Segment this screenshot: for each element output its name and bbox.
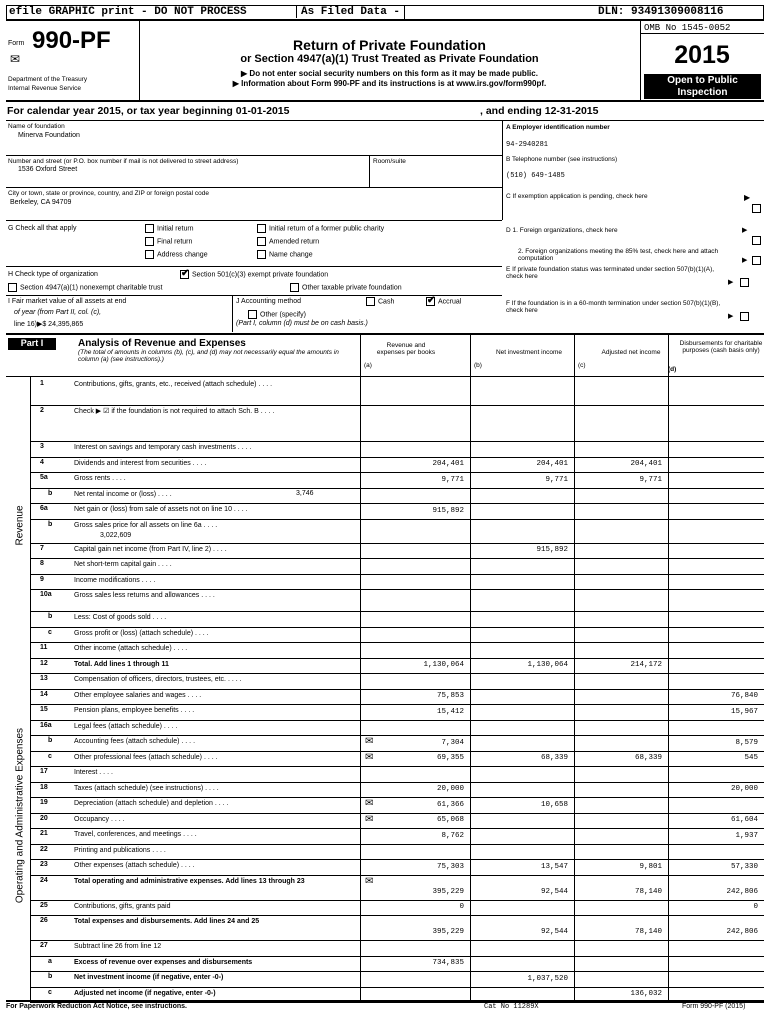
col-c-header: Adjusted net income	[601, 349, 661, 356]
info-note: ▶ Information about Form 990-PF and its instructions is at www.irs.gov/form990pf.	[232, 79, 547, 88]
calendar-begin: For calendar year 2015, or tax year beginning 01-01-2015	[7, 105, 290, 117]
form-number: 990-PF	[32, 27, 111, 54]
line-number: a	[48, 957, 52, 965]
line-number: 16a	[40, 721, 52, 729]
amount-cell-c: 9,801	[639, 862, 662, 871]
option-label: Accrual	[438, 298, 462, 306]
amount-cell-a: 8,762	[441, 831, 464, 840]
amount-cell-a: 69,355	[436, 754, 464, 762]
line-number: 23	[40, 861, 48, 868]
option-label: Section 4947(a)(1) nonexempt charitable trust	[20, 284, 163, 292]
amount-cell-c: 78,140	[634, 928, 662, 936]
table-row	[0, 558, 770, 574]
table-row	[0, 472, 770, 488]
table-row	[0, 813, 770, 829]
dln: DLN: 93491309008116	[598, 6, 724, 18]
checkbox[interactable]	[145, 250, 154, 259]
amount-cell-a: 395,229	[432, 887, 464, 896]
form-subtitle: or Section 4947(a)(1) Trust Treated as Private Foundation	[240, 53, 539, 65]
line-label: Legal fees (attach schedule) . . . .	[74, 722, 178, 730]
line-label: Gross rents . . . .	[74, 475, 126, 482]
line-number: 27	[40, 942, 48, 949]
amount-cell-b: 92,544	[540, 887, 568, 896]
amount-cell-c: 78,140	[634, 887, 662, 896]
amount-cell-d: 61,604	[730, 816, 758, 824]
table-row	[0, 915, 770, 940]
f-label: F If the foundation is in a 60-month termination under section 507(b)(1)(B), check here	[506, 300, 721, 314]
phone-label: B Telephone number (see instructions)	[506, 156, 618, 163]
checkbox[interactable]	[366, 297, 375, 306]
tax-year: 2015	[674, 41, 730, 69]
line-number: 20	[40, 814, 48, 822]
line-number: 9	[40, 575, 44, 583]
amount-cell-d: 242,806	[726, 928, 758, 936]
f-checkbox[interactable]	[740, 312, 749, 321]
amount-cell-d: 15,967	[730, 707, 758, 716]
amount-cell-d: 8,579	[735, 738, 758, 747]
inspection: Inspection	[677, 87, 728, 98]
line-label: Less: Cost of goods sold . . . .	[74, 614, 167, 621]
amount-cell-a: 734,835	[432, 959, 464, 967]
calendar-end: , and ending 12-31-2015	[480, 105, 599, 117]
option-label: Name change	[269, 251, 313, 259]
line-label: Travel, conferences, and meetings . . . .	[74, 831, 197, 838]
line-number: 25	[40, 901, 48, 909]
line-label: Interest . . . .	[74, 769, 113, 776]
table-row	[0, 457, 770, 473]
j-note: (Part I, column (d) must be on cash basis.)	[236, 320, 368, 327]
line-number: c	[48, 988, 52, 996]
col-b-header: Net investment income	[495, 349, 563, 356]
line-number: b	[48, 489, 53, 497]
amount-cell-c: 136,032	[630, 990, 662, 998]
amount-cell-d: 242,806	[726, 887, 758, 896]
amount-cell-a: 75,853	[436, 692, 464, 700]
table-row	[0, 828, 770, 844]
room-label: Room/suite	[373, 158, 406, 165]
option-label: Final return	[157, 238, 193, 246]
city-value: Berkeley, CA 94709	[10, 199, 72, 206]
line-number: 2	[40, 407, 44, 414]
line-number: 6a	[40, 505, 48, 512]
table-row	[0, 503, 770, 519]
line-label: Contributions, gifts, grants paid	[74, 902, 171, 910]
line-label: Excess of revenue over expenses and disbursements	[74, 958, 253, 966]
h-501c3[interactable]	[180, 270, 328, 279]
open-to-public: Open to Public	[667, 75, 738, 86]
table-row	[0, 441, 770, 457]
line-label: Accounting fees (attach schedule) . . . .	[74, 738, 196, 745]
col-a-header: Revenue and expenses per books	[376, 342, 436, 356]
d2-label: 2. Foreign organizations meeting the 85% test, check here and attach computation	[518, 248, 719, 262]
table-row	[0, 940, 770, 956]
line-number: b	[48, 520, 53, 528]
amount-cell-b: 13,547	[540, 862, 568, 871]
line-label: Other income (attach schedule) . . . .	[74, 645, 188, 652]
table-row	[0, 766, 770, 782]
col-b-letter: (b)	[474, 362, 482, 369]
line-number: b	[48, 613, 53, 620]
amount-cell-d: 1,937	[735, 831, 758, 840]
amount-cell-b: 915,892	[536, 546, 568, 554]
revenue-side-label: Revenue	[14, 505, 26, 546]
j-accrual[interactable]	[426, 297, 461, 306]
line-label: Occupancy . . . .	[74, 815, 125, 823]
col-c-letter: (c)	[578, 362, 586, 369]
expenses-side-label: Operating and Administrative Expenses	[14, 727, 26, 904]
attachment-icon[interactable]: ✉	[365, 875, 374, 887]
table-row	[0, 689, 770, 705]
line-label: Income modifications . . . .	[74, 576, 156, 584]
g-address-change[interactable]	[145, 250, 208, 259]
exemption-pending-checkbox[interactable]	[752, 204, 761, 213]
g-initial-former[interactable]	[257, 224, 384, 233]
form-title: Return of Private Foundation	[293, 37, 486, 53]
line-label: Net investment income (if negative, enter -0-)	[74, 974, 224, 981]
table-row	[0, 519, 770, 543]
line-label: Adjusted net income (if negative, enter -0-)	[74, 989, 216, 997]
line-number: 19	[40, 799, 48, 806]
j-other[interactable]	[248, 310, 306, 319]
amount-cell-a: 65,068	[436, 816, 464, 824]
omb-number: OMB No 1545-0052	[644, 23, 731, 33]
part-title: Analysis of Revenue and Expenses	[78, 338, 246, 349]
line-label: Other professional fees (attach schedule) . . . .	[74, 753, 218, 761]
amount-cell-b: 9,771	[545, 475, 568, 484]
col-d-header: Disbursements for charitable purposes (cash basis only)	[679, 340, 763, 354]
table-row	[0, 844, 770, 860]
line-number: 17	[40, 768, 48, 775]
footer-cat: Cat No 11289X	[484, 1003, 539, 1011]
ssn-note: ▶ Do not enter social security numbers on this form as it may be made public.	[241, 69, 538, 78]
line-number: b	[48, 737, 53, 744]
amount-cell-b: 204,401	[536, 460, 568, 468]
line-label: Compensation of officers, directors, trustees, etc. . . . .	[74, 676, 242, 683]
efile-icon: ✉	[10, 52, 21, 66]
line-number: 18	[40, 783, 48, 791]
line-number: 24	[40, 876, 48, 884]
line-label: Check ▶ ☑ if the foundation is not required to attach Sch. B . . . .	[74, 408, 275, 415]
department: Department of the Treasury	[8, 76, 88, 83]
line-label: Net short-term capital gain . . . .	[74, 561, 172, 568]
line-number: 1	[40, 380, 44, 387]
d1-label: D 1. Foreign organizations, check here	[506, 227, 618, 234]
line-sub-amount: 3,746	[296, 489, 314, 497]
line-label: Gross sales less returns and allowances . . . .	[74, 592, 215, 599]
table-row	[0, 543, 770, 559]
line-label: Pension plans, employee benefits . . . .	[74, 707, 195, 714]
amount-cell-d: 20,000	[730, 785, 758, 793]
line-number: 3	[40, 443, 44, 450]
g-final-return[interactable]	[145, 237, 192, 246]
line-number: 5a	[40, 474, 48, 481]
line-number: 12	[40, 659, 48, 667]
line-label: Printing and publications . . . .	[74, 846, 166, 854]
table-row	[0, 900, 770, 916]
table-row	[0, 589, 770, 611]
col-a-letter: (a)	[364, 362, 372, 369]
attachment-icon[interactable]: ✉	[365, 813, 374, 825]
arrow-icon: ▶	[742, 257, 748, 264]
line-label: Taxes (attach schedule) (see instructions) . . . .	[74, 784, 219, 792]
amount-cell-a: 915,892	[432, 506, 464, 515]
line-label: Total. Add lines 1 through 11	[74, 660, 169, 668]
h-other-taxable[interactable]	[290, 283, 402, 292]
line-number: 10a	[40, 591, 52, 598]
arrow-icon: ▶	[728, 313, 734, 320]
checkbox[interactable]	[290, 283, 299, 292]
arrow-icon: ▶	[728, 279, 734, 286]
checkbox[interactable]	[145, 224, 154, 233]
amount-cell-a: 20,000	[436, 785, 464, 793]
attachment-icon[interactable]: ✉	[365, 736, 374, 747]
footer-form: Form 990-PF (2015)	[682, 1003, 746, 1010]
line-label: Total expenses and disbursements. Add lines 24 and 25	[74, 918, 260, 925]
g-initial-return[interactable]	[145, 224, 194, 233]
line-label: Other employee salaries and wages . . . .	[74, 691, 202, 699]
amount-cell-a: 9,771	[441, 475, 464, 484]
line-label: Other expenses (attach schedule) . . . .	[74, 862, 195, 869]
table-row	[0, 875, 770, 900]
option-label: Other taxable private foundation	[302, 284, 402, 292]
arrow-icon: ▶	[742, 227, 748, 234]
amount-cell-c: 68,339	[634, 754, 662, 762]
line-label: Contributions, gifts, grants, etc., received (attach schedule) . . . .	[74, 381, 273, 388]
table-row	[0, 642, 770, 658]
amount-cell-b: 1,130,064	[527, 661, 568, 669]
line-label: Capital gain net income (from Part IV, line 2) . . . .	[74, 545, 227, 553]
line-number: b	[48, 973, 53, 980]
amount-cell-d: 545	[744, 754, 758, 762]
line-number: 15	[40, 706, 48, 713]
checkbox[interactable]	[248, 310, 257, 319]
table-row	[0, 859, 770, 875]
checkbox[interactable]	[257, 224, 266, 233]
table-row	[0, 720, 770, 736]
arrow-icon: ▶	[744, 193, 751, 202]
phone-value: (510) 649-1485	[506, 172, 565, 180]
table-row	[0, 611, 770, 627]
g-amended[interactable]	[257, 237, 319, 246]
name-label: Name of foundation	[8, 123, 65, 130]
i-line2: of year (from Part II, col. (c),	[14, 309, 102, 316]
amount-cell-a: 204,401	[432, 460, 464, 468]
table-row	[0, 971, 770, 987]
line-label: Gross profit or (loss) (attach schedule) . . . .	[74, 629, 209, 637]
amount-cell-d: 57,330	[730, 862, 758, 871]
table-row	[0, 574, 770, 590]
form-prefix: Form	[8, 40, 25, 47]
table-row	[0, 673, 770, 689]
option-label: Cash	[378, 298, 395, 306]
line-label: Net gain or (loss) from sale of assets not on line 10 . . . .	[74, 506, 248, 513]
checkbox[interactable]	[257, 250, 266, 259]
line-number: 26	[40, 917, 48, 924]
amount-cell-a: 0	[459, 903, 464, 911]
table-row	[0, 735, 770, 751]
line-number: 14	[40, 690, 48, 698]
j-label: J Accounting method	[236, 298, 301, 305]
table-row	[0, 405, 770, 441]
amount-cell-a: 1,130,064	[423, 661, 464, 669]
table-row	[0, 782, 770, 798]
option-label: Amended return	[269, 238, 320, 246]
option-label: Section 501(c)(3) exempt private foundation	[192, 271, 329, 279]
option-label: Initial return	[157, 225, 194, 233]
irs: Internal Revenue Service	[8, 85, 81, 92]
checkbox[interactable]	[8, 283, 17, 292]
amount-cell-d: 76,840	[730, 692, 758, 700]
option-label: Initial return of a former public charity	[269, 225, 385, 233]
line-label: Subtract line 26 from line 12	[74, 943, 162, 950]
table-row	[0, 488, 770, 504]
checkbox[interactable]	[145, 237, 154, 246]
line-number: 8	[40, 560, 44, 567]
line-label: Depreciation (attach schedule) and depletion . . . .	[74, 800, 229, 807]
checkbox[interactable]	[426, 297, 435, 306]
i-line1: I Fair market value of all assets at end	[8, 298, 127, 305]
street-value: 1536 Oxford Street	[18, 166, 78, 173]
line-number: 7	[40, 544, 44, 552]
amount-cell-a: 7,304	[441, 738, 464, 747]
amount-cell-c: 214,172	[630, 661, 662, 669]
g-label: G Check all that apply	[8, 225, 77, 232]
checkbox[interactable]	[180, 270, 189, 279]
street-label: Number and street (or P.O. box number if mail is not delivered to street address)	[8, 158, 239, 165]
option-label: Other (specify)	[260, 311, 306, 319]
checkbox[interactable]	[257, 237, 266, 246]
h-label: H Check type of organization	[8, 271, 98, 278]
table-row	[0, 627, 770, 643]
amount-cell-c: 204,401	[630, 460, 662, 468]
table-row	[0, 658, 770, 674]
line-label: Dividends and interest from securities . . . .	[74, 459, 207, 467]
line-label: Interest on savings and temporary cash investments . . . .	[74, 444, 252, 451]
table-row	[0, 378, 770, 405]
as-filed-label: As Filed Data -	[296, 6, 400, 18]
part-tag: Part I	[20, 338, 44, 348]
line-number: c	[48, 752, 52, 760]
e-checkbox[interactable]	[740, 278, 749, 287]
option-label: Address change	[157, 251, 208, 259]
h-4947[interactable]	[8, 283, 162, 292]
exemption-pending: C If exemption application is pending, check here	[506, 193, 648, 200]
ein-label: A Employer identification number	[506, 124, 610, 131]
line-label: Total operating and administrative expenses. Add lines 13 through 23	[74, 877, 305, 885]
ein-value: 94-2940281	[506, 141, 549, 149]
g-name-change[interactable]	[257, 250, 313, 259]
line-label: Gross sales price for all assets on line 6a . . . .	[74, 521, 218, 529]
line-label: Net rental income or (loss) . . . .	[74, 490, 172, 498]
table-row	[0, 797, 770, 813]
attachment-icon[interactable]: ✉	[365, 751, 374, 763]
line-sub-amount: 3,022,609	[100, 531, 132, 539]
foundation-name: Minerva Foundation	[18, 132, 80, 139]
table-row	[0, 704, 770, 720]
col-d-letter: (d)	[668, 366, 677, 373]
j-cash[interactable]	[366, 297, 394, 306]
amount-cell-c: 9,771	[639, 475, 662, 484]
attachment-icon[interactable]: ✉	[365, 798, 374, 809]
amount-cell-b: 10,658	[540, 800, 568, 809]
e-label: E If private foundation status was terminated under section 507(b)(1)(A), check here	[506, 266, 715, 280]
amount-cell-a: 75,303	[436, 862, 464, 871]
city-label: City or town, state or province, country, and ZIP or foreign postal code	[8, 190, 209, 197]
line-number: 22	[40, 845, 48, 853]
d1-checkbox[interactable]	[752, 236, 761, 245]
amount-cell-b: 68,339	[540, 754, 568, 762]
line-number: 13	[40, 675, 48, 682]
efile-banner: efile GRAPHIC print - DO NOT PROCESS	[9, 6, 247, 18]
table-row	[0, 956, 770, 972]
d2-checkbox[interactable]	[752, 256, 761, 265]
amount-cell-d: 0	[753, 903, 758, 911]
line-number: 21	[40, 830, 48, 837]
table-row	[0, 751, 770, 767]
line-number: c	[48, 628, 52, 636]
amount-cell-a: 395,229	[432, 928, 464, 936]
footer-paperwork: For Paperwork Reduction Act Notice, see instructions.	[6, 1003, 187, 1010]
fmv-value: line 16)▶$ 24,395,865	[14, 321, 84, 328]
part-desc: (The total of amounts in columns (b), (c), and (d) may not necessarily equal the amounts in column (a) (see instructions).)	[78, 349, 339, 363]
amount-cell-b: 92,544	[540, 928, 568, 936]
amount-cell-a: 61,366	[436, 800, 464, 809]
amount-cell-a: 15,412	[436, 707, 464, 716]
line-number: 4	[40, 458, 44, 466]
line-number: 11	[40, 644, 48, 651]
amount-cell-b: 1,037,520	[527, 974, 568, 983]
